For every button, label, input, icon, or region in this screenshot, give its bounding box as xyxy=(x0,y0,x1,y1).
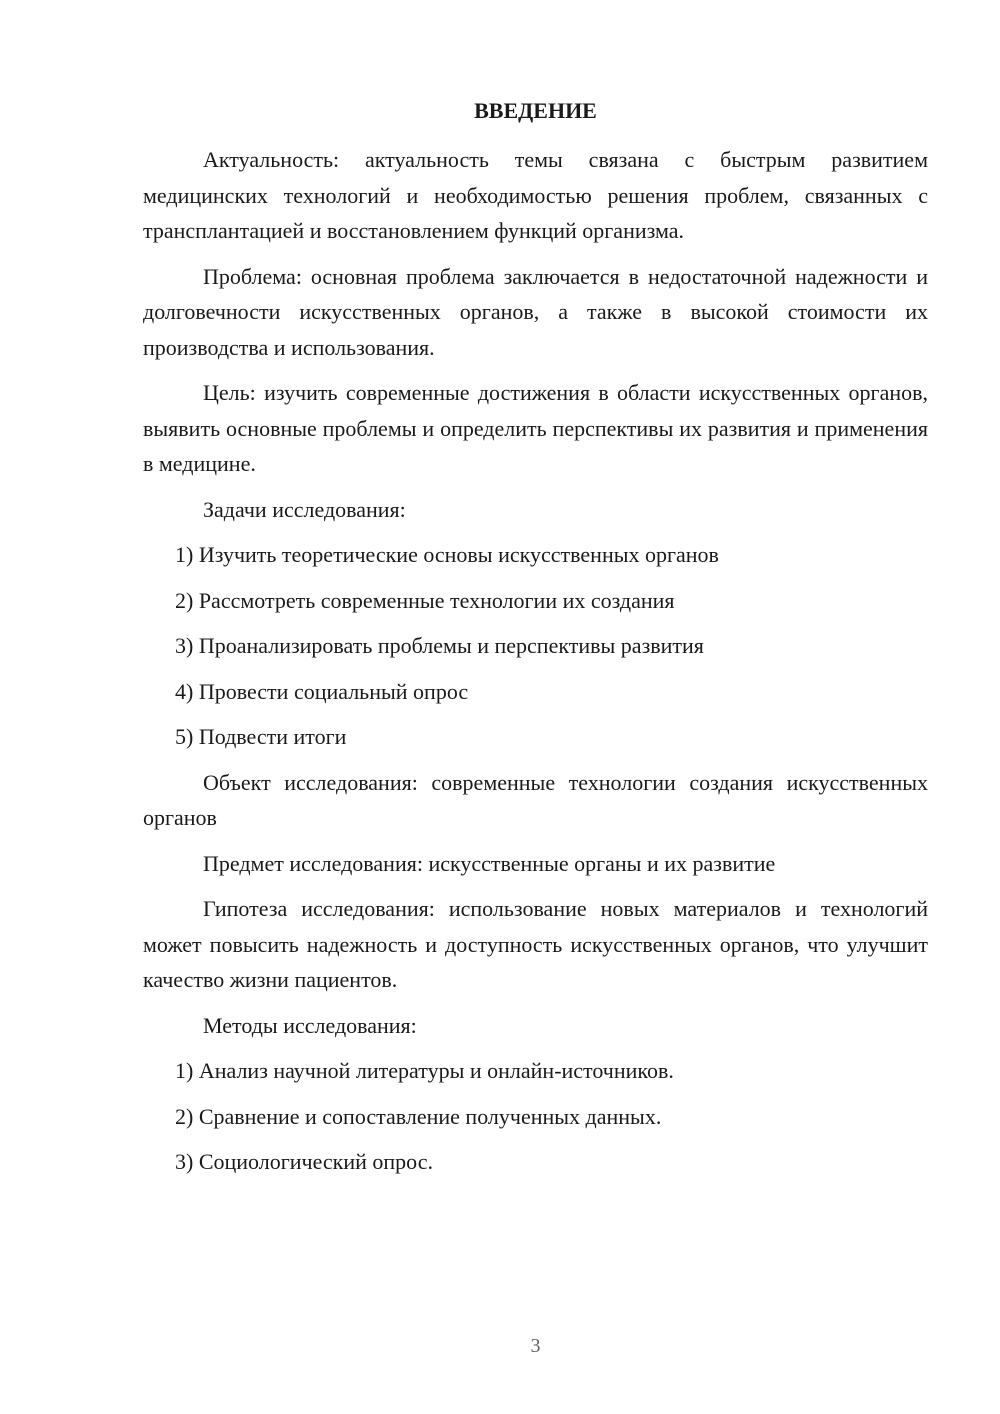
task-item: 5) Подвести итоги xyxy=(175,724,347,749)
method-item: 1) Анализ научной литературы и онлайн-источников. xyxy=(175,1058,674,1083)
hypothesis-paragraph: Гипотеза исследования: использование новых материалов и технологий может повысить надежность и доступность искусственных органов, что улучшит качество жизни пациентов. xyxy=(143,896,928,992)
goal-paragraph: Цель: изучить современные достижения в области искусственных органов, выявить основные проблемы и определить перспективы их развития и применения в медицине. xyxy=(143,380,928,476)
object-paragraph: Объект исследования: современные технологии создания искусственных органов xyxy=(143,769,928,830)
document-page xyxy=(143,0,928,1414)
methods-heading: Методы исследования: xyxy=(203,1012,417,1038)
page-title: ВВЕДЕНИЕ xyxy=(474,98,597,123)
document-body xyxy=(143,142,928,1190)
page-number: 3 xyxy=(530,1335,541,1357)
tasks-heading: Задачи исследования: xyxy=(203,496,406,522)
problem-paragraph: Проблема: основная проблема заключается в недостаточной надежности и долговечности искусственных органов, а также в высокой стоимости их производства и использования. xyxy=(143,263,928,360)
task-item: 3) Проанализировать проблемы и перспективы развития xyxy=(175,633,704,658)
subject-paragraph: Предмет исследования: искусственные органы и их развитие xyxy=(203,850,776,876)
method-item: 3) Социологический опрос. xyxy=(175,1149,433,1174)
relevance-paragraph: Актуальность: актуальность темы связана с быстрым развитием медицинских технологий и необходимостью решения проблем, связанных с трансплантацией и восстановлением функций организма. xyxy=(143,147,928,243)
task-item: 4) Провести социальный опрос xyxy=(175,678,469,704)
task-item: 1) Изучить теоретические основы искусственных органов xyxy=(175,542,719,567)
method-item: 2) Сравнение и сопоставление полученных данных. xyxy=(175,1103,662,1129)
task-item: 2) Рассмотреть современные технологии их создания xyxy=(175,587,675,613)
